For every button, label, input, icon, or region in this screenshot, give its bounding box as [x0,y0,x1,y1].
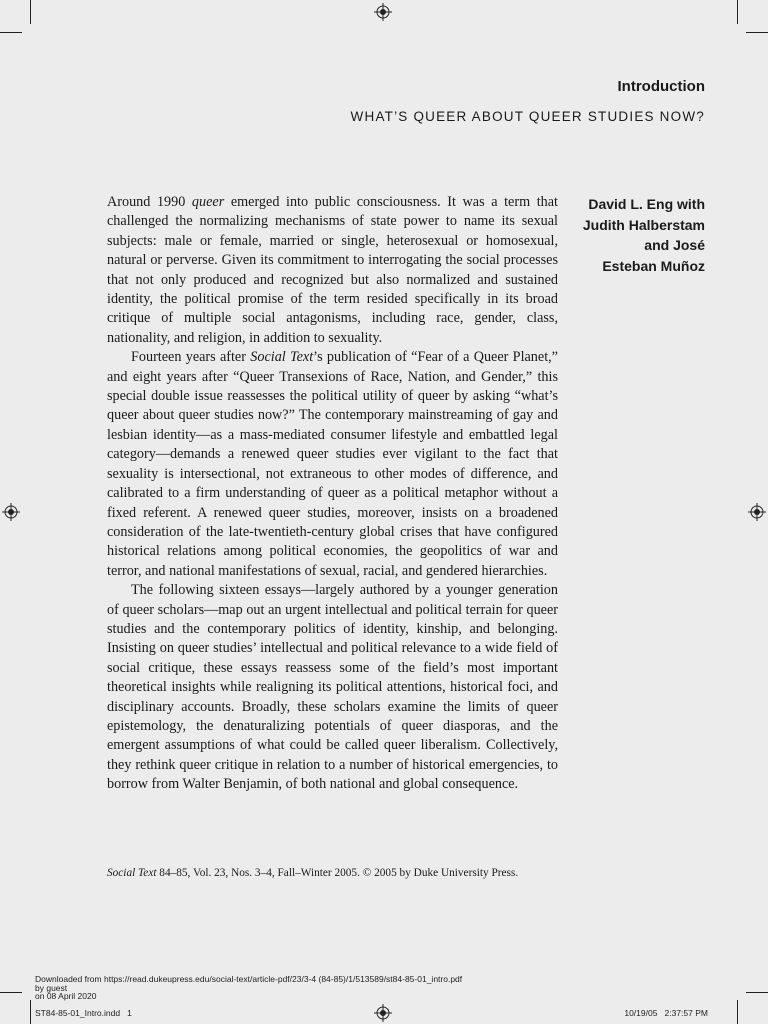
journal-name: Social Text [107,867,157,879]
download-date-line: on 08 April 2020 [35,991,97,1001]
download-line: Downloaded from https://read.dukeupress.edu/social-text/article-pdf/23/3-4 (84-85)/1/513589/st84-85-01_intro.pdf [35,974,463,984]
registration-mark-icon [374,1004,392,1022]
registration-mark-icon [374,3,392,21]
crop-mark [737,1000,738,1024]
text-run: Around 1990 [107,194,192,210]
author-line: Judith Halberstam [582,216,705,233]
text-run: Fourteen years after [131,349,251,366]
timestamp: 10/19/05 2:37:57 PM [624,1008,708,1018]
paragraph: The following sixteen essays—largely authored by a younger generation of queer scholars—map out an urgent intellectual and political terrain for queer studies and the contemporary politics of identity, kinship, and belonging. Insisting on queer studies’ intellectual and political relevance to a wide field of social critique, these essays reassess some of the field’s most important theoretical insights while realigning its political attentions, historical foci, and disciplinary accounts. Broadly, these scholars examine the limits of queer epistemology, the denaturalizing potentials of queer diasporas, and the emergent assumptions of what could be called queer liberalism. Collectively, they rethink queer critique in relation to a number of historical emergencies, to borrow from Walter Benjamin, of both national and global consequence. [107,582,558,793]
author-line: Esteban Muñoz [602,257,705,274]
author-block [560,194,705,276]
crop-mark [0,992,22,993]
section-label: Introduction [617,78,705,95]
download-notice [35,975,462,1001]
paragraph [107,193,558,348]
download-by-line: by guest [35,982,68,993]
crop-mark [737,0,738,24]
citation-details: 84–85, Vol. 23, Nos. 3–4, Fall–Winter 2005. © 2005 by Duke University Press. [156,867,519,879]
crop-mark [0,32,22,33]
text-run: emerged into public consciousness. It was a term that challenged the normalizing mechanisms of state power to name its sexual subjects: male or female, married or single, heterosexual or homosexual, natural or perverse. Given its commitment to interrogating the social processes that not only produced and recognized but also normalized and sustained identity, the political promise of the term resided specifically in its broad critique of multiple social antagonisms, including race, gender, class, nationality, and religion, in addition to sexuality. [107,194,558,346]
crop-mark [746,992,768,993]
author-line: and José [644,237,705,253]
text-run-italic: Social Text [250,349,314,366]
registration-mark-icon [2,503,20,521]
citation-line [107,867,518,879]
text-run: ’s publication of “Fear of a Queer Planet,” and eight years after “Queer Transexions of Race, Nation, and Gender,” this special double issue reassesses the political utility of queer by asking “what’s queer about queer studies now?” The contemporary mainstreaming of gay and lesbian identity—as a mass-mediated consumer lifestyle and embattled legal category—demands a renewed queer studies ever vigilant to the fact that sexuality is intersectional, not extraneous to other modes of difference, and calibrated to a firm understanding of queer as a political metaphor without a fixed referent. A renewed queer studies, moreover, insists on a broadened consideration of the late-twentieth-century global crises that have configured historical relations among political economies, the geopolitics of war and terror, and national manifestations of sexual, racial, and gendered hierarchies. [107,349,558,579]
paragraph [107,348,558,581]
crop-mark [746,32,768,33]
text-run-italic: queer [191,194,225,210]
author-line: David L. Eng with [588,196,705,212]
file-info: ST84-85-01_Intro.indd 1 [35,1008,132,1018]
crop-mark [30,0,31,24]
crop-mark [30,1000,31,1024]
article-title: WHAT’S QUEER ABOUT QUEER STUDIES NOW? [350,109,705,124]
body-text [107,193,558,795]
registration-mark-icon [748,503,766,521]
